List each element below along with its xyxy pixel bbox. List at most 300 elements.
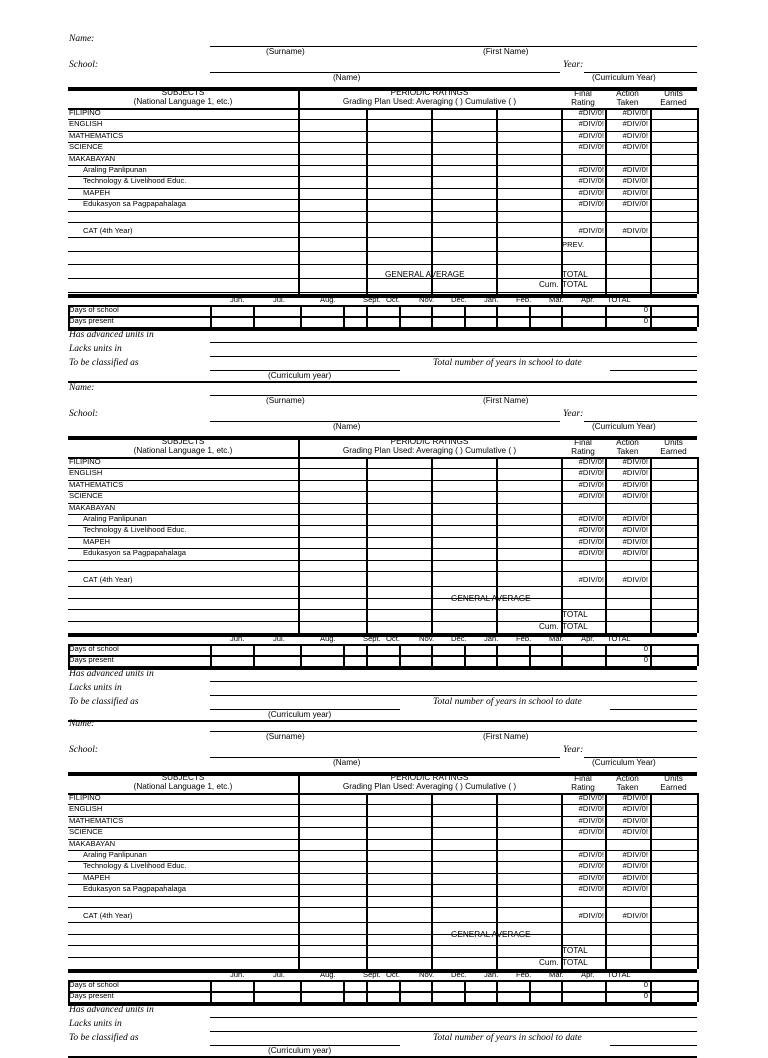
s2-att-v-11 — [605, 644, 607, 666]
s3-days-school-label: Days of school — [69, 980, 119, 990]
s1-final-header-2: Rating — [571, 98, 595, 107]
s1-month-1: Jul. — [273, 294, 285, 304]
s1-month-8: Feb. — [516, 294, 532, 304]
s2-extra-row-1 — [68, 609, 697, 610]
s2-total-years-line — [610, 709, 697, 710]
s1-subjects-header: SUBJECTS — [161, 88, 205, 97]
s2-month-5: Nov. — [419, 634, 435, 644]
s2-final-header: Final — [574, 438, 592, 447]
s2-units-header: Units — [664, 438, 683, 447]
s1-action-taken-6: #DIV/0! — [622, 176, 648, 186]
s2-subjects-subheader: (National Language 1, etc.) — [133, 446, 233, 455]
s3-school-name-caption: (Name) — [333, 758, 361, 767]
s2-final-rating-7: #DIV/0! — [578, 536, 604, 546]
s3-subject-4: MAKABAYAN — [69, 838, 116, 848]
s3-periodic-header: PERIODIC RATINGS — [390, 773, 469, 782]
s1-att-top — [68, 294, 697, 298]
s1-general-average: GENERAL AVERAGE — [385, 269, 465, 279]
s3-ga-line — [68, 957, 697, 958]
s3-att-top — [68, 969, 697, 973]
s1-total-years-label: Total number of years in school to date — [433, 357, 582, 368]
s3-v-units — [650, 793, 652, 969]
s2-cum-label: Cum. — [539, 622, 559, 632]
s3-att-v-left — [68, 980, 70, 1002]
s1-grading-plan: Grading Plan Used: Averaging ( ) Cumulative ( ) — [342, 97, 517, 106]
s1-att-v-7 — [464, 305, 466, 327]
s3-month-5: Nov. — [419, 970, 435, 980]
s2-action-taken-7: #DIV/0! — [622, 536, 648, 546]
s2-action-taken-10: #DIV/0! — [622, 575, 648, 584]
s2-subject-1: ENGLISH — [69, 468, 103, 478]
s2-final-rating-2: #DIV/0! — [578, 479, 604, 489]
s2-final-rating-5: #DIV/0! — [578, 514, 604, 523]
s3-att-v-2 — [300, 980, 302, 1002]
s3-extra-row-1 — [68, 945, 697, 946]
s3-extra-row-0 — [68, 934, 697, 935]
s3-subject-5: Araling Panlipunan — [83, 850, 147, 859]
s3-att-v-right — [697, 980, 699, 1002]
s2-att-v-left — [68, 644, 70, 666]
s3-days-school-total: 0 — [643, 980, 648, 990]
s3-total-years-label: Total number of years in school to date — [433, 1033, 582, 1044]
s3-att-v-10 — [561, 980, 563, 1002]
s3-final-header-2: Rating — [571, 783, 595, 792]
s3-att-v-4 — [366, 980, 368, 1002]
s1-att-v-5 — [399, 305, 401, 327]
s3-action-taken-8: #DIV/0! — [622, 884, 648, 894]
s2-action-header-2: Taken — [616, 447, 639, 456]
s1-att-v-8 — [496, 305, 498, 327]
s3-subject-10: CAT (4th Year) — [83, 911, 133, 920]
s3-action-taken-1: #DIV/0! — [622, 804, 648, 814]
s1-cum-label: Cum. — [539, 279, 559, 289]
s2-final-header-2: Rating — [571, 447, 595, 456]
s1-month-6: Dec. — [451, 294, 467, 304]
s3-final-rating-10: #DIV/0! — [578, 911, 604, 920]
s3-final-rating-8: #DIV/0! — [578, 884, 604, 894]
s1-row-line-10 — [68, 237, 697, 238]
s2-month-9: Mar. — [549, 634, 564, 644]
s2-row-line-10 — [68, 586, 697, 587]
s1-classified-label: To be classified as — [69, 357, 139, 368]
s1-v-units — [650, 108, 652, 294]
s2-first-name-caption: (First Name) — [483, 396, 529, 405]
s2-year-label: Year: — [563, 409, 584, 419]
s1-extra-row-2 — [68, 278, 697, 279]
s3-final-header: Final — [574, 774, 592, 783]
s3-subject-0: FILIPINO — [69, 793, 101, 802]
s2-att-bottom — [68, 666, 697, 670]
s2-v-c1 — [366, 457, 368, 633]
s2-periodic-header: PERIODIC RATINGS — [390, 437, 469, 446]
s3-subject-2: MATHEMATICS — [69, 815, 124, 825]
s1-att-v-9 — [529, 305, 531, 327]
s3-month-10: Apr. — [581, 970, 595, 980]
s3-month-11: TOTAL — [607, 970, 631, 980]
s1-final-rating-1: #DIV/0! — [578, 119, 604, 129]
s2-school-name-caption: (Name) — [333, 422, 361, 431]
s1-subject-10: CAT (4th Year) — [83, 226, 133, 235]
s3-final-rating-6: #DIV/0! — [578, 861, 604, 871]
s3-att-v-7 — [464, 980, 466, 1002]
s2-curriculum-year-caption: (Curriculum Year) — [592, 422, 656, 431]
s1-final-rating-10: #DIV/0! — [578, 226, 604, 235]
s2-final-rating-8: #DIV/0! — [578, 548, 604, 558]
s3-att-v-0 — [210, 980, 212, 1002]
s2-subjects-header: SUBJECTS — [161, 437, 205, 446]
s2-v-subj — [298, 436, 300, 633]
s2-school-label: School: — [69, 409, 99, 419]
s2-subject-4: MAKABAYAN — [69, 502, 116, 512]
s2-att-v-units — [650, 644, 652, 666]
s2-att-v-4 — [366, 644, 368, 666]
s3-v-right — [697, 793, 699, 969]
s3-v-subj — [298, 772, 300, 969]
s3-month-8: Feb. — [516, 970, 532, 980]
s3-att-v-11 — [605, 980, 607, 1002]
s1-att-line-2 — [68, 316, 697, 318]
s1-lacks-units-label: Lacks units in — [69, 343, 122, 354]
s3-row-line-8 — [68, 896, 697, 897]
s1-total-label-2: TOTAL — [562, 279, 588, 289]
s1-days-present-label: Days present — [69, 315, 114, 325]
s1-att-v-0 — [210, 305, 212, 327]
s3-school-line — [210, 757, 560, 758]
s2-ga-line — [68, 621, 697, 622]
s3-subject-8: Edukasyon sa Pagpapahalaga — [83, 884, 187, 894]
s3-action-taken-5: #DIV/0! — [622, 850, 648, 859]
s3-curriculum-year-caption: (Curriculum Year) — [592, 758, 656, 767]
s2-v-c3 — [496, 457, 498, 633]
s1-att-v-4 — [366, 305, 368, 327]
s1-first-name-caption: (First Name) — [483, 47, 529, 56]
s2-subject-8: Edukasyon sa Pagpapahalaga — [83, 548, 187, 558]
s2-action-taken-2: #DIV/0! — [622, 479, 648, 489]
s1-subject-7: MAPEH — [83, 187, 111, 197]
s1-has-advanced-label: Has advanced units in — [69, 329, 154, 340]
s2-days-present-label: Days present — [69, 655, 114, 665]
s3-att-line-1 — [68, 980, 697, 982]
s1-month-4: Oct. — [386, 294, 400, 304]
s3-att-v-8 — [496, 980, 498, 1002]
s2-final-rating-10: #DIV/0! — [578, 575, 604, 584]
s2-subject-3: SCIENCE — [69, 491, 103, 501]
s3-month-2: Aug. — [320, 970, 336, 980]
s1-days-school-total: 0 — [643, 304, 648, 314]
s2-final-rating-0: #DIV/0! — [578, 457, 604, 466]
s2-att-line-2 — [68, 655, 697, 657]
s1-action-taken-5: #DIV/0! — [622, 165, 648, 174]
s2-att-v-7 — [464, 644, 466, 666]
s1-final-rating-6: #DIV/0! — [578, 176, 604, 186]
s1-month-0: Jun. — [230, 294, 245, 304]
s3-month-6: Dec. — [451, 970, 467, 980]
s3-row-line-9 — [68, 907, 697, 908]
s3-subjects-subheader: (National Language 1, etc.) — [133, 782, 233, 791]
s3-month-7: Jan. — [484, 970, 499, 980]
s1-extra-row-1 — [68, 264, 697, 265]
s2-lacks-units-label: Lacks units in — [69, 683, 122, 694]
s1-action-taken-10: #DIV/0! — [622, 226, 648, 235]
s3-classified-label: To be classified as — [69, 1033, 139, 1044]
s1-att-bottom — [68, 327, 697, 331]
s2-month-8: Feb. — [516, 634, 532, 644]
s3-v-final — [561, 793, 563, 969]
s3-surname-caption: (Surname) — [266, 732, 305, 741]
s2-att-v-8 — [496, 644, 498, 666]
s2-subject-2: MATHEMATICS — [69, 479, 124, 489]
s3-name-label: Name: — [69, 719, 95, 729]
s1-row-line-3 — [68, 154, 697, 155]
s2-name-label: Name: — [69, 383, 95, 393]
s3-action-header: Action — [616, 774, 639, 783]
s2-subject-6: Technology & Livelihood Educ. — [83, 525, 187, 535]
s1-v-c3 — [496, 108, 498, 294]
s2-att-v-5 — [399, 644, 401, 666]
s2-att-v-9 — [529, 644, 531, 666]
s2-subject-0: FILIPINO — [69, 457, 101, 466]
s3-final-rating-7: #DIV/0! — [578, 872, 604, 882]
s3-final-rating-1: #DIV/0! — [578, 804, 604, 814]
s1-v-right — [697, 108, 699, 294]
s1-subject-0: FILIPINO — [69, 108, 101, 117]
s2-school-line — [210, 421, 560, 422]
s1-periodic-header: PERIODIC RATINGS — [390, 88, 469, 97]
s3-days-present-label: Days present — [69, 991, 114, 1001]
s2-v-units — [650, 457, 652, 633]
s1-subjects-subheader: (National Language 1, etc.) — [133, 97, 233, 106]
s1-total-label-1: TOTAL — [562, 269, 588, 279]
s1-prev-label: PREV. — [562, 240, 585, 250]
s3-final-rating-3: #DIV/0! — [578, 827, 604, 837]
s1-subject-6: Technology & Livelihood Educ. — [83, 176, 187, 186]
s2-surname-caption: (Surname) — [266, 396, 305, 405]
s3-v-c3 — [496, 793, 498, 969]
s2-curriculum-year-lower: (Curriculum year) — [268, 710, 332, 720]
s1-final-rating-7: #DIV/0! — [578, 187, 604, 197]
s1-att-v-units — [650, 305, 652, 327]
s1-att-line-1 — [68, 305, 697, 307]
s3-units-header: Units — [664, 774, 683, 783]
s1-school-line — [210, 72, 560, 73]
s3-total-label-1: TOTAL — [562, 946, 588, 956]
s3-has-advanced-line — [210, 1017, 697, 1018]
s1-final-rating-2: #DIV/0! — [578, 130, 604, 140]
s2-action-taken-5: #DIV/0! — [622, 514, 648, 523]
s1-month-5: Nov. — [419, 294, 435, 304]
s1-units-header: Units — [664, 89, 683, 98]
s2-month-1: Jul. — [273, 634, 285, 644]
s1-action-taken-8: #DIV/0! — [622, 199, 648, 209]
s1-final-rating-0: #DIV/0! — [578, 108, 604, 117]
s2-month-6: Dec. — [451, 634, 467, 644]
s2-action-taken-6: #DIV/0! — [622, 525, 648, 535]
s1-v-c1 — [366, 108, 368, 294]
s1-v-c2 — [431, 108, 433, 294]
s1-att-v-3 — [343, 305, 345, 327]
s1-final-header: Final — [574, 89, 592, 98]
s2-days-school-label: Days of school — [69, 644, 119, 654]
s3-action-taken-6: #DIV/0! — [622, 861, 648, 871]
s1-att-v-10 — [561, 305, 563, 327]
s3-total-label-2: TOTAL — [562, 958, 588, 968]
s2-att-v-6 — [431, 644, 433, 666]
s3-action-header-2: Taken — [616, 783, 639, 792]
s3-att-bottom — [68, 1002, 697, 1006]
s3-row-line-3 — [68, 839, 697, 840]
s1-subject-8: Edukasyon sa Pagpapahalaga — [83, 199, 187, 209]
s2-days-school-total: 0 — [643, 644, 648, 654]
s3-att-v-6 — [431, 980, 433, 1002]
s3-days-present-total: 0 — [643, 991, 648, 1001]
s1-has-advanced-line — [210, 342, 697, 343]
s2-has-advanced-label: Has advanced units in — [69, 669, 154, 680]
s2-section-end — [68, 720, 697, 722]
s3-att-v-9 — [529, 980, 531, 1002]
s1-month-11: TOTAL — [607, 294, 631, 304]
s1-row-line-9 — [68, 222, 697, 223]
s1-final-rating-8: #DIV/0! — [578, 199, 604, 209]
s2-action-taken-0: #DIV/0! — [622, 457, 648, 466]
s2-month-3: Sept. — [363, 634, 381, 644]
s2-att-top — [68, 633, 697, 637]
s3-att-line-2 — [68, 991, 697, 993]
s2-v-right — [697, 457, 699, 633]
s2-month-2: Aug. — [320, 634, 336, 644]
s1-month-2: Aug. — [320, 294, 336, 304]
s3-action-taken-0: #DIV/0! — [622, 793, 648, 802]
s2-classified-label: To be classified as — [69, 697, 139, 708]
s3-subject-7: MAPEH — [83, 872, 111, 882]
s2-att-v-3 — [343, 644, 345, 666]
s1-month-9: Mar. — [549, 294, 564, 304]
s2-units-header-2: Earned — [660, 447, 687, 456]
s3-v-action — [605, 793, 607, 969]
s1-row-line-8 — [68, 211, 697, 212]
s2-v-action — [605, 457, 607, 633]
s3-final-rating-2: #DIV/0! — [578, 815, 604, 825]
s3-action-taken-10: #DIV/0! — [622, 911, 648, 920]
s1-action-taken-7: #DIV/0! — [622, 187, 648, 197]
s1-action-taken-0: #DIV/0! — [622, 108, 648, 117]
s1-name-label: Name: — [69, 34, 95, 44]
s1-section-end — [68, 381, 697, 383]
s2-month-11: TOTAL — [607, 634, 631, 644]
s3-month-1: Jul. — [273, 970, 285, 980]
s3-month-3: Sept. — [363, 970, 381, 980]
s2-final-rating-1: #DIV/0! — [578, 468, 604, 478]
s1-final-rating-5: #DIV/0! — [578, 165, 604, 174]
s1-subject-5: Araling Panlipunan — [83, 165, 147, 174]
s1-v-action — [605, 108, 607, 294]
s3-final-rating-0: #DIV/0! — [578, 793, 604, 802]
s1-att-v-2 — [300, 305, 302, 327]
s3-grading-plan: Grading Plan Used: Averaging ( ) Cumulative ( ) — [342, 782, 517, 791]
s1-subject-3: SCIENCE — [69, 142, 103, 152]
s2-days-present-total: 0 — [643, 655, 648, 665]
s3-v-c2 — [431, 793, 433, 969]
s1-month-3: Sept. — [363, 294, 381, 304]
s3-classified-line — [210, 1045, 400, 1046]
s1-ga-line — [68, 292, 697, 293]
s2-month-10: Apr. — [581, 634, 595, 644]
s1-action-taken-2: #DIV/0! — [622, 130, 648, 140]
s1-days-school-label: Days of school — [69, 304, 119, 314]
s2-action-header: Action — [616, 438, 639, 447]
s2-row-line-3 — [68, 503, 697, 504]
s2-has-advanced-line — [210, 681, 697, 682]
s1-curriculum-year-caption: (Curriculum Year) — [592, 73, 656, 82]
s1-att-v-right — [697, 305, 699, 327]
s3-school-label: School: — [69, 745, 99, 755]
s3-has-advanced-label: Has advanced units in — [69, 1005, 154, 1016]
s1-school-label: School: — [69, 60, 99, 70]
s2-att-v-0 — [210, 644, 212, 666]
s3-v-c1 — [366, 793, 368, 969]
s1-action-taken-3: #DIV/0! — [622, 142, 648, 152]
s1-subject-1: ENGLISH — [69, 119, 103, 129]
s3-att-v-5 — [399, 980, 401, 1002]
s2-total-label-1: TOTAL — [562, 610, 588, 620]
s1-v-subj — [298, 87, 300, 294]
s3-action-taken-3: #DIV/0! — [622, 827, 648, 837]
s1-lacks-units-line — [210, 356, 697, 357]
s1-extra-row-0 — [68, 251, 697, 252]
s1-month-7: Jan. — [484, 294, 499, 304]
s1-action-header: Action — [616, 89, 639, 98]
s2-att-v-right — [697, 644, 699, 666]
s2-action-taken-8: #DIV/0! — [622, 548, 648, 558]
s2-v-final — [561, 457, 563, 633]
s2-row-line-9 — [68, 571, 697, 572]
s3-action-taken-2: #DIV/0! — [622, 815, 648, 825]
s1-action-taken-1: #DIV/0! — [622, 119, 648, 129]
s1-subject-4: MAKABAYAN — [69, 153, 116, 163]
s2-final-rating-6: #DIV/0! — [578, 525, 604, 535]
s2-v-c2 — [431, 457, 433, 633]
s3-units-header-2: Earned — [660, 783, 687, 792]
s1-year-label: Year: — [563, 60, 584, 70]
s2-action-taken-1: #DIV/0! — [622, 468, 648, 478]
s2-action-taken-3: #DIV/0! — [622, 491, 648, 501]
s1-att-v-11 — [605, 305, 607, 327]
s3-month-9: Mar. — [549, 970, 564, 980]
s1-v-final — [561, 108, 563, 294]
s1-att-v-6 — [431, 305, 433, 327]
s3-cum-label: Cum. — [539, 958, 559, 968]
s1-month-10: Apr. — [581, 294, 595, 304]
s1-total-years-line — [610, 370, 697, 371]
s1-final-rating-3: #DIV/0! — [578, 142, 604, 152]
s1-school-name-caption: (Name) — [333, 73, 361, 82]
s1-att-v-left — [68, 305, 70, 327]
s3-att-v-units — [650, 980, 652, 1002]
s3-subject-6: Technology & Livelihood Educ. — [83, 861, 187, 871]
s3-lacks-units-line — [210, 1031, 697, 1032]
s2-subject-5: Araling Panlipunan — [83, 514, 147, 523]
s3-final-rating-5: #DIV/0! — [578, 850, 604, 859]
s3-curriculum-year-lower: (Curriculum year) — [268, 1046, 332, 1056]
s3-lacks-units-label: Lacks units in — [69, 1019, 122, 1030]
s2-grading-plan: Grading Plan Used: Averaging ( ) Cumulative ( ) — [342, 446, 517, 455]
s2-total-years-label: Total number of years in school to date — [433, 697, 582, 708]
s3-row-line-10 — [68, 922, 697, 923]
s1-surname-caption: (Surname) — [266, 47, 305, 56]
s2-subject-7: MAPEH — [83, 536, 111, 546]
s2-row-line-8 — [68, 560, 697, 561]
s2-att-v-10 — [561, 644, 563, 666]
s2-month-7: Jan. — [484, 634, 499, 644]
